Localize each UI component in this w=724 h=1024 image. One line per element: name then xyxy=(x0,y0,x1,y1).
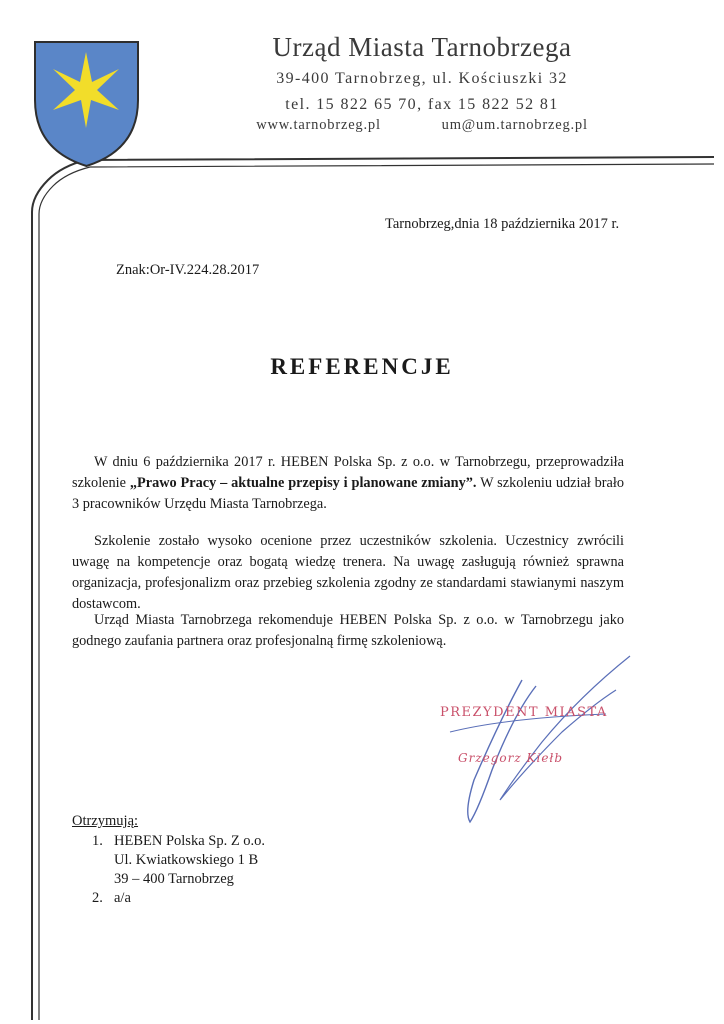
paragraph-2 xyxy=(72,531,624,615)
recipients-list xyxy=(92,832,265,908)
recipient-name: HEBEN Polska Sp. Z o.o. xyxy=(114,833,266,849)
city-crest-emblem xyxy=(31,38,142,170)
list-item xyxy=(92,889,265,908)
document-title: REFERENCJE xyxy=(270,354,454,379)
paragraph-3 xyxy=(72,610,624,652)
training-title: „Prawo Pracy – aktualne przepisy i planowane zmiany”. xyxy=(129,475,477,491)
list-item xyxy=(92,832,265,851)
paragraph-1-text-a: W dniu 6 października 2017 r. HEBEN Polska Sp. z o.o. w Tarnobrzegu, przeprowadziła szkolenie xyxy=(72,454,624,491)
paragraph-1-text-b: W szkoleniu udział brało 3 pracowników Urzędu Miasta Tarnobrzega. xyxy=(72,475,624,512)
paragraph-2-text: Szkolenie zostało wysoko ocenione przez uczestników szkolenia. Uczestnicy zwrócili uwagę na kompetencje oraz bogatą wiedzę trenera. Na uwagę zasługują również sprawna organizacja, profesjonalizm oraz przebieg szkolenia zgodny ze standardami stawianymi naszym dostawcom. xyxy=(72,533,624,612)
recipient-street: Ul. Kwiatkowskiego 1 B xyxy=(114,852,259,868)
office-address: 39-400 Tarnobrzeg, ul. Kościuszki 32 xyxy=(276,70,568,87)
stamp-title: PREZYDENT MIASTA xyxy=(440,705,608,720)
list-item-number: 2. xyxy=(92,890,103,906)
email-link[interactable]: um@um.tarnobrzeg.pl xyxy=(441,117,588,133)
website-link[interactable]: www.tarnobrzeg.pl xyxy=(256,117,381,133)
reference-number: Znak:Or-IV.224.28.2017 xyxy=(116,262,260,278)
stamp-name: Grzegorz Kiełb xyxy=(458,751,564,765)
list-item-number: 1. xyxy=(92,833,103,849)
office-contact-row xyxy=(160,117,684,134)
recipient-city: 39 – 400 Tarnobrzeg xyxy=(114,871,234,887)
recipients-heading: Otrzymują: xyxy=(72,813,139,829)
paragraph-1 xyxy=(72,452,624,515)
office-name: Urząd Miasta Tarnobrzega xyxy=(272,32,572,62)
signature-mark xyxy=(430,650,640,830)
paragraph-3-text: Urząd Miasta Tarnobrzega rekomenduje HEBEN Polska Sp. z o.o. w Tarnobrzegu jako godnego zaufania partnera oraz profesjonalną firmę szkoleniową. xyxy=(72,612,624,649)
recipient-archive: a/a xyxy=(114,890,131,906)
office-phones: tel. 15 822 65 70, fax 15 822 52 81 xyxy=(285,96,559,113)
letter-date: Tarnobrzeg,dnia 18 października 2017 r. xyxy=(385,216,620,232)
